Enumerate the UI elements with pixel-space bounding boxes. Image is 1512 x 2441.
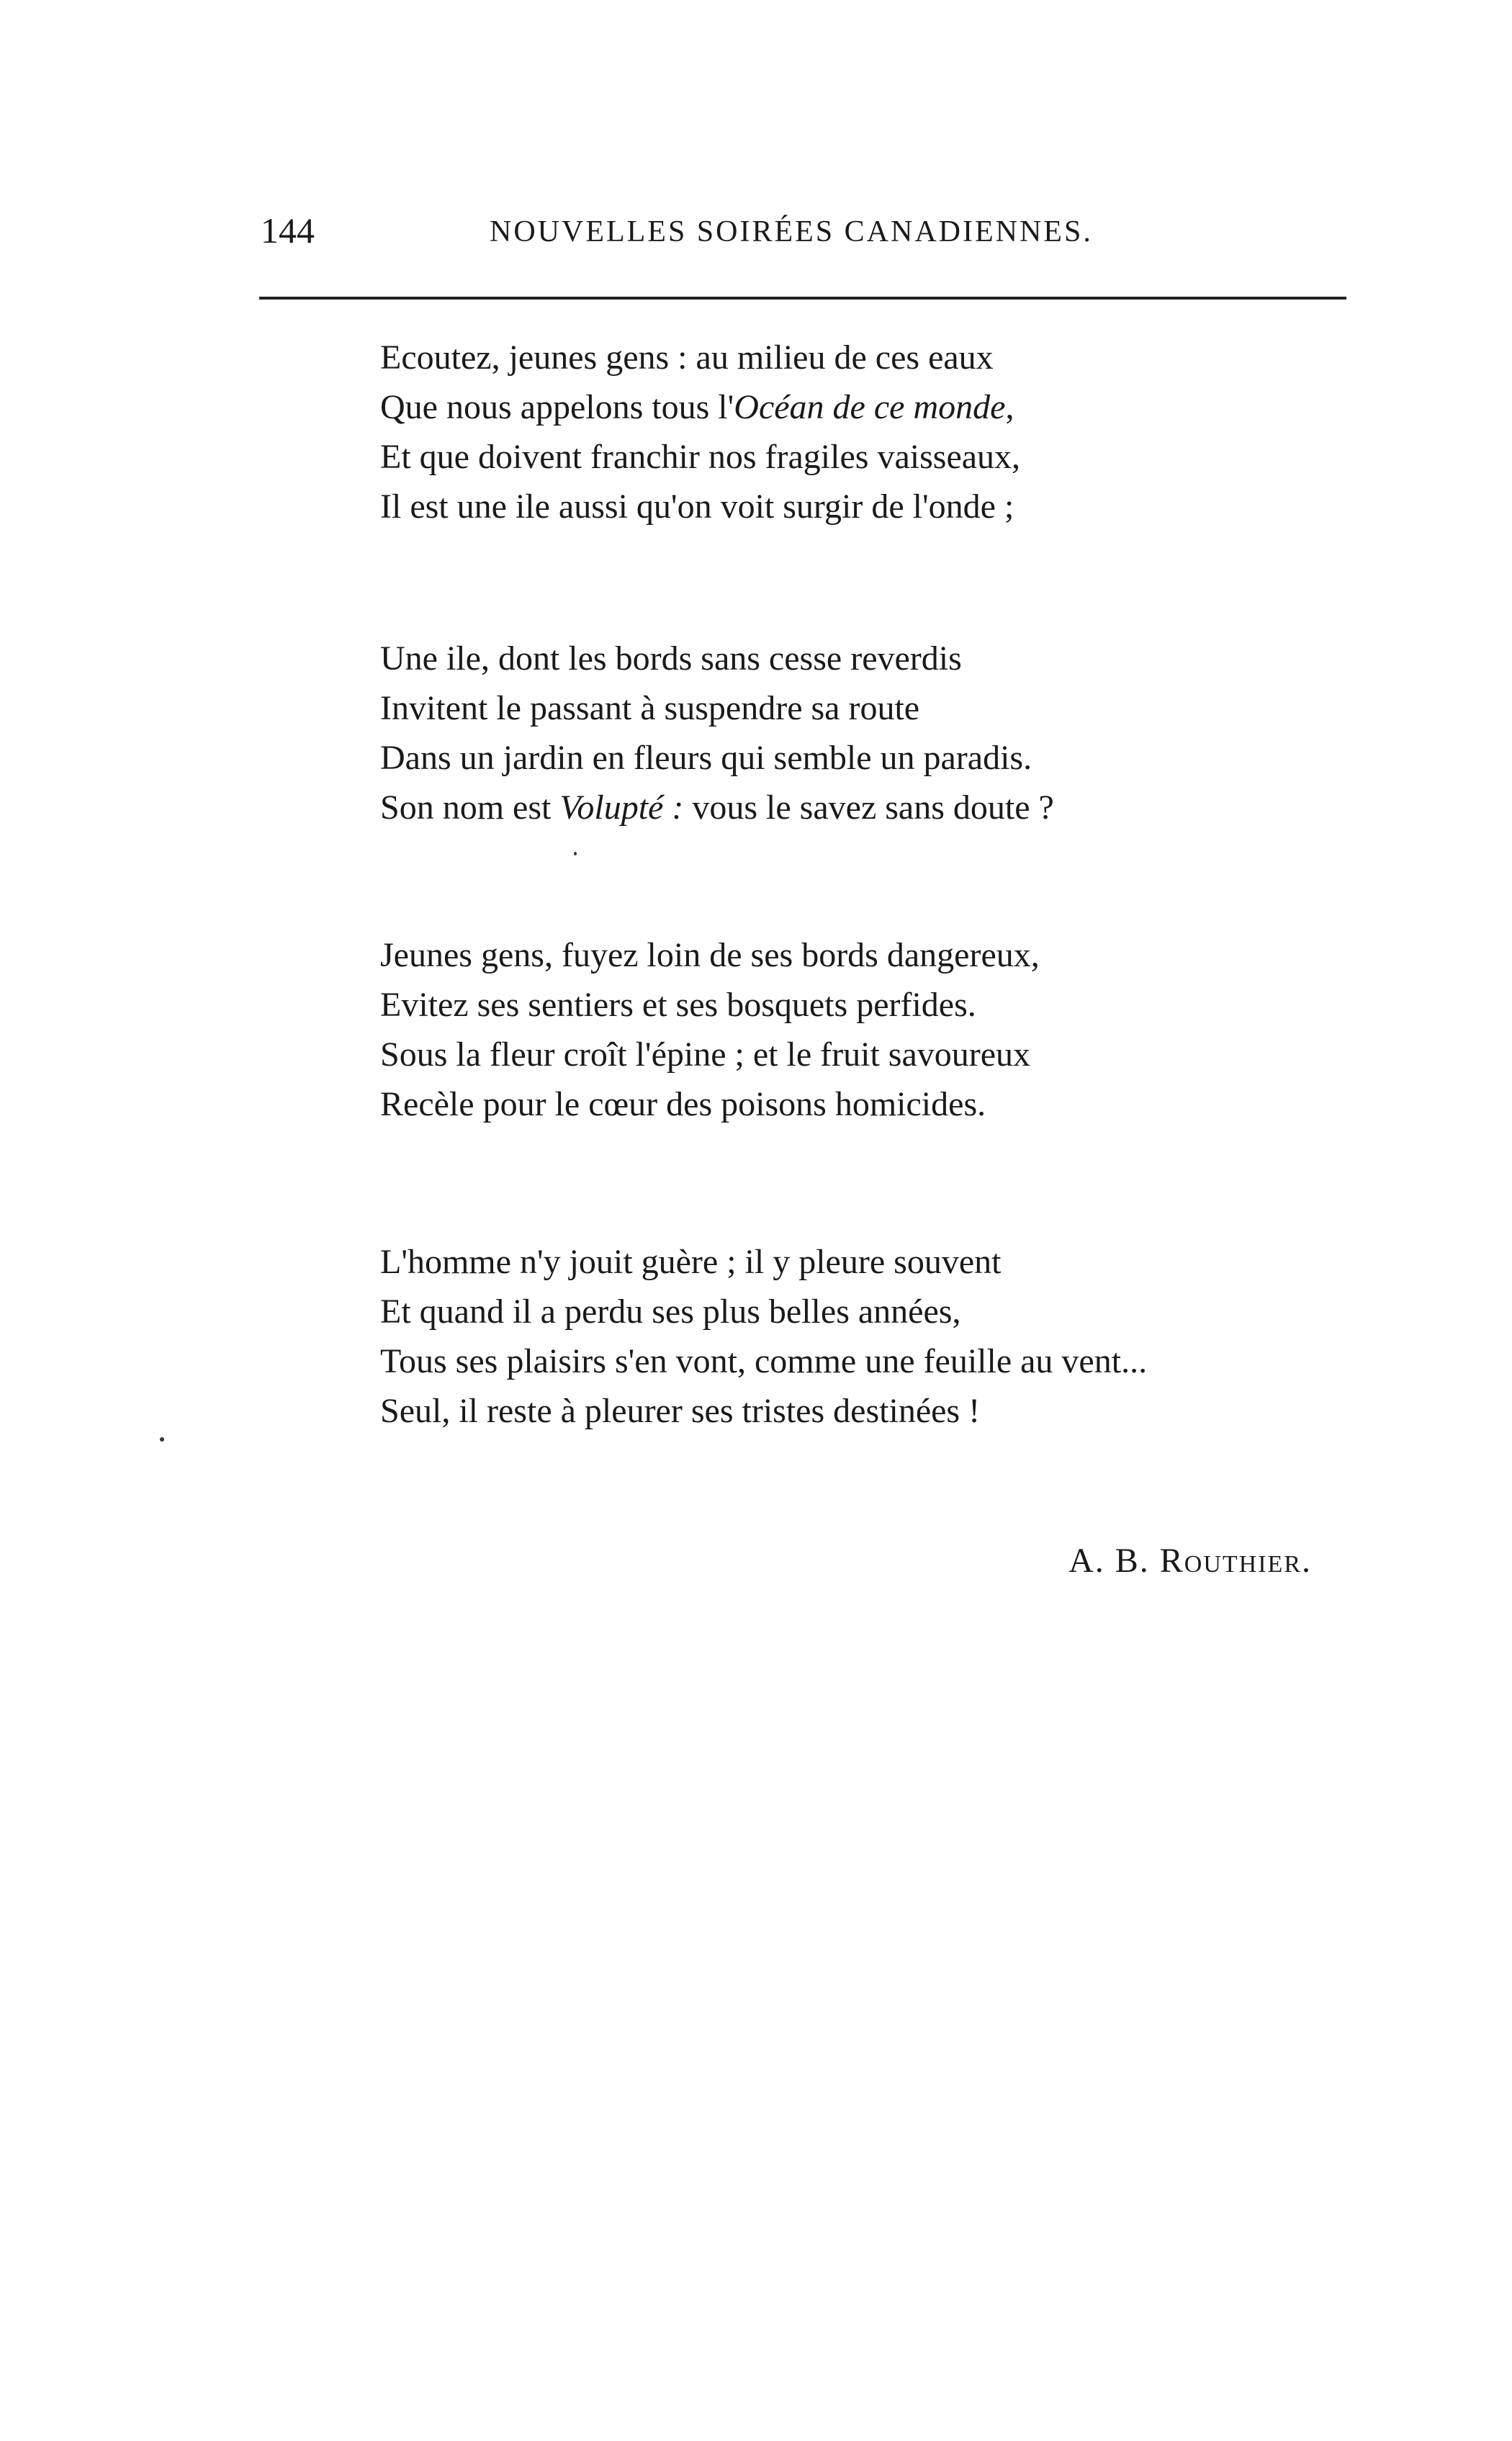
verse-line: Et quand il a perdu ses plus belles années, — [380, 1293, 961, 1331]
stanza-3 — [380, 930, 1388, 1129]
print-speck — [574, 852, 577, 855]
verse-line: Tous ses plaisirs s'en vont, comme une feuille au vent... — [380, 1342, 1148, 1380]
header-rule — [259, 297, 1346, 300]
verse-line: Ecoutez, jeunes gens : au milieu de ces eaux — [380, 338, 994, 377]
verse-line: Recèle pour le cœur des poisons homicides. — [380, 1085, 986, 1123]
verse-line: Son nom est Volupté : vous le savez sans doute ? — [380, 788, 1054, 827]
verse-line: Seul, il reste à pleurer ses tristes destinées ! — [380, 1392, 981, 1430]
verse-line: Et que doivent franchir nos fragiles vaisseaux, — [380, 438, 1021, 476]
verse-line: Il est une ile aussi qu'on voit surgir de l'onde ; — [380, 487, 1014, 526]
verse-line: Que nous appelons tous l'Océan de ce monde, — [380, 388, 1014, 426]
verse-line: Sous la fleur croît l'épine ; et le fruit savoureux — [380, 1035, 1031, 1074]
stanza-1 — [380, 333, 1388, 531]
verse-line: Dans un jardin en fleurs qui semble un paradis. — [380, 739, 1032, 777]
verse-line: Invitent le passant à suspendre sa route — [380, 689, 920, 727]
stanza-4 — [380, 1237, 1388, 1436]
page-number: 144 — [261, 210, 315, 251]
stanza-2 — [380, 634, 1388, 832]
verse-line: Une ile, dont les bords sans cesse reverdis — [380, 639, 962, 678]
print-speck — [160, 1437, 164, 1442]
verse-line: L'homme n'y jouit guère ; il y pleure souvent — [380, 1243, 1002, 1281]
author-signature: A. B. Routhier. — [1068, 1542, 1312, 1580]
verse-line: Evitez ses sentiers et ses bosquets perfides. — [380, 986, 976, 1024]
verse-line: Jeunes gens, fuyez loin de ses bords dangereux, — [380, 936, 1040, 974]
running-head: NOUVELLES SOIRÉES CANADIENNES. — [490, 215, 1093, 248]
